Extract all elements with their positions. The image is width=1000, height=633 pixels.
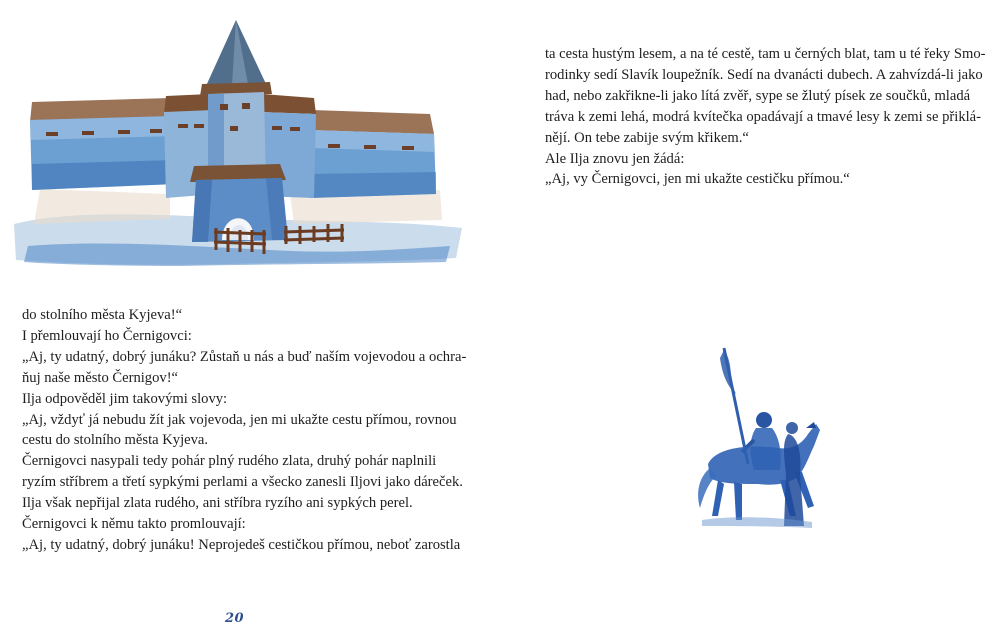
fortress-watercolor-icon [10,14,470,274]
left-page-text [22,305,467,556]
text-line: Černigovci nasypali tedy pohár plný rudého zlata, druhý pohár naplnili [22,453,437,470]
text-line: „Aj, vždyť já nebudu žít jak vojevoda, jen mi ukažte cestu přímou, rovnou [22,411,457,428]
text-line: cestu do stolního města Kyjeva. [22,432,209,449]
right-page-text [545,44,986,190]
text-line: „Aj, ty udatný, dobrý junáku? Zůstaň u nás a buď naším vojevodou a ochra- [22,348,467,365]
text-line: „Aj, vy Černigovci, jen mi ukažte cestičku přímou.“ [545,171,850,188]
page-number: 20 [225,611,245,626]
text-line: Ilja odpověděl jim takovými slovy: [22,390,228,407]
text-line: Ale Ilja znovu jen žádá: [545,150,685,167]
text-line: do stolního města Kyjeva!“ [22,307,183,323]
text-line: nějí. On tebe zabije svým křikem.“ [545,129,749,146]
text-line: tráva k zemi lehá, modrá kvítečka opadávají a tmavé lesy k zemi se přiklá- [545,108,982,125]
text-line: „Aj, ty udatný, dobrý junáku! Neprojedeš cestičkou přímou, neboť zarostla [22,536,461,553]
horse-rider-silhouette-icon [688,344,828,544]
text-line: ta cesta hustým lesem, a na té cestě, tam u černých blat, tam u té řeky Smo- [545,46,986,62]
text-line: rodinky sedí Slavík loupežník. Sedí na dvanácti dubech. A zahvízdá-li jako [545,66,983,83]
text-line: ňuj naše město Černigov!“ [22,369,179,386]
text-line: ryzím stříbrem a třetí sypkými perlami a všecko zanesli Iljovi jako dáreček. [22,474,463,491]
text-line: I přemlouvají ho Černigovci: [22,327,192,344]
text-line: Ilja však nepřijal zlata rudého, ani stříbra ryzího ani sypkých perel. [22,495,413,512]
text-line: Černigovci k němu takto promlouvají: [22,516,246,533]
text-line: had, nebo zakřikne-li jako lítá zvěř, sype se žlutý písek ze součků, mladá [545,87,971,104]
right-page [500,0,1000,633]
